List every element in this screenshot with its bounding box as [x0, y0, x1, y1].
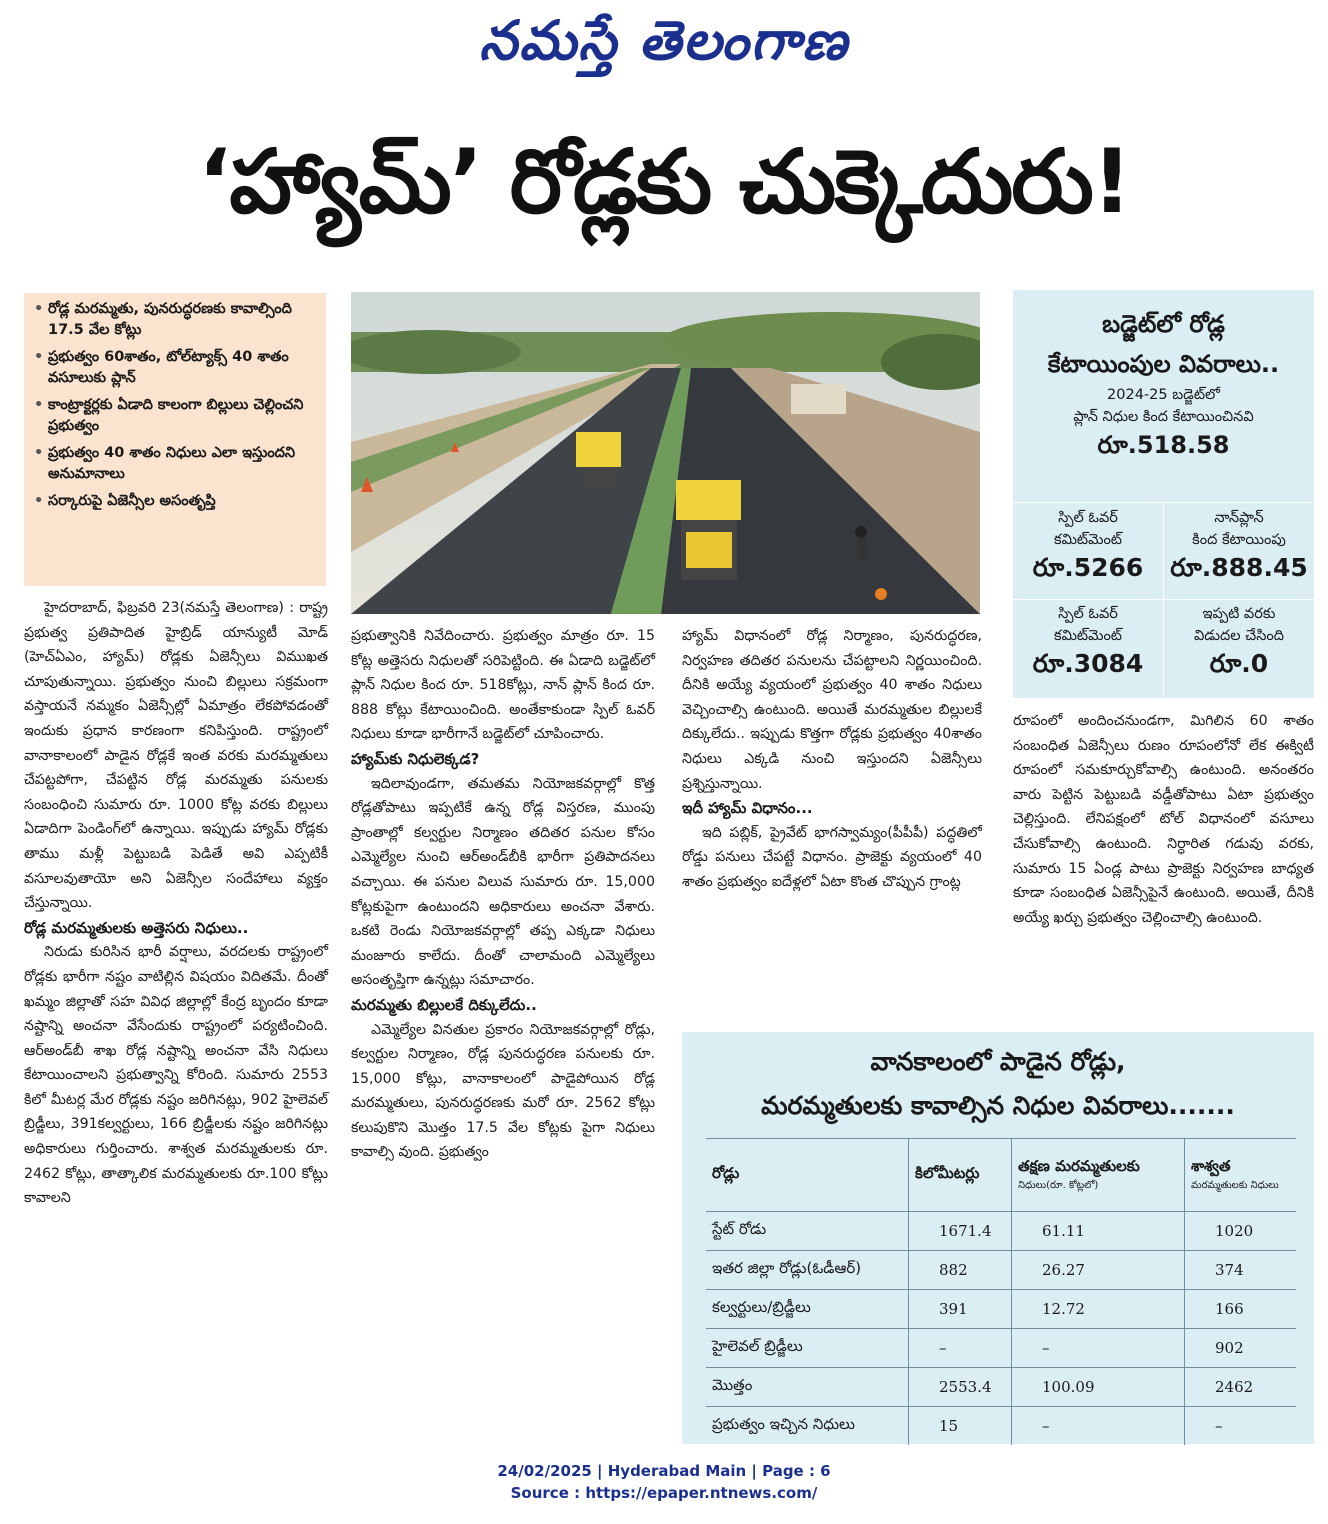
permanent-funds-cell: 166	[1185, 1290, 1297, 1329]
article-subheading: మరమ్మతు బిల్లులకే దిక్కులేదు..	[351, 995, 537, 1014]
nonplan-cell	[1164, 507, 1314, 585]
table-row	[706, 1290, 1296, 1329]
spill-over-value: రూ.5266	[1032, 553, 1144, 582]
article-paragraph: రూపంలో అందించనుండగా, మిగిలిన 60 శాతం సంబంధిత ఏజెన్సీలు రుణం రూపంలోనో లేక ఈక్విటీ రూపంలో సమకూర్చుకోవాల్సి ఉంటుంది. అనంతరం వారు పెట్టిన పెట్టుబడి వడ్డీతోపాటు ఏటా ప్రభుత్వం చెల్లిస్తుంది. లేనిపక్షంలో టోల్ విధానంలో వసూలు చేసుకోవాల్సి ఉంటుంది. నిర్ధారిత గడువు వరకు, సుమారు 15 ఏండ్ల పాటు ప్రాజెక్టు నిర్వహణ బాధ్యత కూడా సంబంధిత ఏజెన్సీపైనే ఉంటుంది. అయితే, దీనికి అయ్యే ఖర్చు ప్రభుత్వం చెల్లించాల్సి ఉంటుంది.	[1013, 713, 1314, 926]
repairs-table	[706, 1138, 1296, 1445]
km-cell: 15	[909, 1407, 1012, 1446]
road-type-cell: మొత్తం	[706, 1368, 909, 1407]
road-type-cell: స్టేట్ రోడు	[706, 1212, 909, 1251]
spill-over-2-value: రూ.3084	[1032, 649, 1144, 678]
budget-title-line1: బడ్జెట్‌లో రోడ్ల	[1102, 310, 1225, 338]
masthead-logo: నమస్తే తెలంగాణ	[479, 9, 849, 72]
article-paragraph: నిరుడు కురిసిన భారీ వర్షాలు, వరదలకు రాష్ట్రంలో రోడ్లకు భారీగా నష్టం వాటిల్లిన విషయం విదితమే. దీంతో ఖమ్మం జిల్లాతో సహ వివిధ జిల్లాల్లో కేంద్ర బృందం కూడా నష్టాన్ని అంచనా వేసేందుకు రాష్ట్రంలో పర్యటించింది. ఆర్అండ్‌బీ శాఖ రోడ్ల నష్టాన్ని అంచనా వేసి నిధులు కేటాయించాలని ప్రభుత్వాన్ని కోరింది. సుమారు 2553 కిలో మీటర్ల మేర రోడ్లకు నష్టం జరిగినట్లు, 902 హైలెవల్ బ్రిడ్జీలు, 391కల్వర్టులు, 166 బ్రిడ్జీలకు నష్టం జరిగినట్లు అధికారులు గుర్తించారు. శాశ్వత మరమ్మతులకు రూ. 2462 కోట్లు, తాత్కాలిక మరమ్మతులకు రూ.100 కోట్లు కావాలని	[24, 944, 328, 1207]
road-construction-photo	[351, 292, 980, 614]
highlights-box	[24, 293, 326, 586]
article-paragraph: ఇదిలావుండగా, తమతమ నియోజకవర్గాల్లో కొత్త రోడ్లతోపాటు ఇప్పటికే ఉన్న రోడ్ల విస్తరణ, ముంపు ప్రాంతాల్లో కల్వర్టుల నిర్మాణం తదితర పనుల కోసం ఎమ్మెల్యేల నుంచి ఆర్అండ్‌బీకి భారీగా ప్రతిపాదనలు వచ్చాయి. ఈ పనుల విలువ సుమారు రూ. 15,000 కోట్లకుపైగా ఉంటుందని అధికారులు అంచనా వేశారు. ఒకటి రెండు నియోజకవర్గాల్లో తప్ప ఎక్కడా నిధులు మంజూరు కాలేదు. దీంతో చాలామంది ఎమ్మెల్యేలు అసంతృప్తిగా ఉన్నట్లు సమాచారం.	[351, 775, 655, 989]
column-header-note: మరమ్మతులకు నిధులు	[1191, 1180, 1279, 1191]
permanent-funds-cell: 2462	[1185, 1368, 1297, 1407]
column-header: శాశ్వత మరమ్మతులకు నిధులు	[1185, 1139, 1297, 1212]
spill-over-label1: స్పిల్ ఓవర్	[1058, 510, 1118, 526]
highlight-item: • కాంట్రాక్టర్లకు ఏడాది కాలంగా బిల్లులు చెల్లించని ప్రభుత్వం	[34, 395, 318, 437]
immediate-funds-cell: 61.11	[1012, 1212, 1185, 1251]
permanent-funds-cell: 902	[1185, 1329, 1297, 1368]
released-label1: ఇప్పటి వరకు	[1202, 606, 1276, 622]
highlight-item: • సర్కారుపై ఏజెన్సీల అసంతృప్తి	[34, 491, 318, 512]
highlight-item: • ప్రభుత్వం 60శాతం, టోల్‌ట్యాక్స్ 40 శాతం వసూలుకు ప్లాన్	[34, 347, 318, 389]
km-cell: 1671.4	[909, 1212, 1012, 1251]
column-header: కిలోమీటర్లు	[909, 1139, 1012, 1212]
km-cell: 882	[909, 1251, 1012, 1290]
permanent-funds-cell: –	[1185, 1407, 1297, 1446]
road-type-cell: ప్రభుత్వం ఇచ్చిన నిధులు	[712, 1415, 855, 1433]
budget-subtitle-line1: 2024-25 బడ్జెట్‌లో	[1107, 387, 1220, 403]
spill-over-2-label1: స్పిల్ ఓవర్	[1058, 606, 1118, 622]
article-paragraph: హ్యామ్ విధానంలో రోడ్ల నిర్మాణం, పునరుద్ధరణ, నిర్వహణ తదితర పనులను చేపట్టాలని నిర్ణయించింది. దీనికి అయ్యే వ్యయంలో ప్రభుత్వం 40 శాతం నిధులు వెచ్చించాల్సి ఉంటుంది. అయితే మరమ్మతుల బిల్లులకే దిక్కులేదు.. ఇప్పుడు కొత్తగా రోడ్లకు ప్రభుత్వం 40శాతం నిధులు ఎక్కడి నుంచి ఇస్తుందని ఏజెన్సీలు ప్రశ్నిస్తున్నాయి.	[682, 628, 982, 792]
article-paragraph: ఎమ్మెల్యేల వినతుల ప్రకారం నియోజకవర్గాల్లో రోడ్లు, కల్వర్టుల నిర్మాణం, రోడ్ల పునరుద్ధరణ పనులకు రూ. 15,000 కోట్లు, వానాకాలంలో పాడైపోయిన రోడ్ల మరమ్మతులు, పునరుద్ధరణకు మరో రూ. 2562 కోట్లు కలుపుకొని మొత్తం 17.5 వేల కోట్లకు పైగా నిధులు కావాల్సి వుంది. ప్రభుత్వం	[351, 1021, 655, 1161]
spill-over-cell	[1013, 507, 1163, 585]
permanent-funds-cell: 1020	[1185, 1212, 1297, 1251]
article-column-1	[24, 596, 328, 1211]
released-cell	[1164, 603, 1314, 681]
immediate-funds-cell: –	[1012, 1407, 1185, 1446]
released-value: రూ.0	[1209, 649, 1269, 678]
article-paragraph: హైదరాబాద్, ఫిబ్రవరి 23(నమస్తే తెలంగాణ) : రాష్ట్ర ప్రభుత్వ ప్రతిపాదిత హైబ్రిడ్ యాన్యుటీ మోడ్ (హెచ్ఏఎం, హ్యామ్) రోడ్లకు ఏజెన్సీలు విముఖత చూపుతున్నాయి. ప్రభుత్వం నుంచి బిల్లులు సక్రమంగా వస్తాయనే నమ్మకం ఏజెన్సీల్లో ఏమాత్రం లేకపోవడంతో ఇందుకు ప్రధాన కారణంగా కనిపిస్తుంది. రాష్ట్రంలో వానాకాలంలో పాడైన రోడ్లకే ఇంత వరకు మరమ్మతులు చేపట్టపోగా, చేపట్టిన రోడ్ల మరమ్మతు పనులకు సంబంధించి సుమారు రూ. 1000 కోట్ల వరకు బిల్లులు ఏడాదిగా పెండింగ్‌లో ఉన్నాయి. ఇప్పుడు హ్యామ్ రోడ్లకు తాము మళ్లీ పెట్టుబడి పెడితే అవి ఎప్పటికీ వసూలవుతాయో అని ఏజెన్సీల సందేహాలు వ్యక్తం చేస్తున్నాయి.	[24, 600, 328, 912]
page-footer	[0, 1460, 1328, 1504]
table-row	[706, 1251, 1296, 1290]
budget-grid	[1013, 502, 1314, 699]
article-paragraph: ఇది పబ్లిక్, ప్రైవేట్ భాగస్వామ్యం(పీపీపీ) పద్ధతిలో రోడ్డు పనులు చేపట్టే విధానం. ప్రాజెక్టు వ్యయంలో 40 శాతం ప్రభుత్వం ఐదేళ్లలో ఏటా కొంత చొప్పున గ్రాంట్ల	[682, 824, 982, 890]
immediate-funds-cell: –	[1012, 1329, 1185, 1368]
km-cell: 2553.4	[909, 1368, 1012, 1407]
article-subheading: హ్యామ్‌కు నిధులెక్కడ?	[351, 749, 480, 768]
road-photo-illustration	[351, 292, 980, 614]
nonplan-label1: నాన్‌ప్లాన్	[1214, 510, 1264, 526]
immediate-funds-cell: 100.09	[1012, 1368, 1185, 1407]
spill-over-label2: కమిట్‌మెంట్	[1054, 532, 1122, 548]
immediate-funds-cell: 26.27	[1012, 1251, 1185, 1290]
plan-value: రూ.518.58	[1097, 431, 1230, 459]
footer-source-link[interactable]: Source : https://epaper.ntnews.com/	[510, 1484, 818, 1502]
table-header-row	[706, 1139, 1296, 1212]
repairs-title-line2: మరమ్మతులకు కావాల్సిన నిధుల వివరాలు.......	[761, 1091, 1235, 1120]
article-column-3	[682, 624, 982, 895]
spill-over-2-cell	[1013, 603, 1163, 681]
immediate-funds-cell: 12.72	[1012, 1290, 1185, 1329]
table-row	[706, 1212, 1296, 1251]
budget-title-line2: కేటాయింపుల వివరాలు..	[1047, 350, 1280, 378]
footer-date-edition: 24/02/2025 | Hyderabad Main | Page : 6	[497, 1462, 831, 1480]
road-type-cell: హైలెవల్ బ్రిడ్జీలు	[706, 1329, 909, 1368]
headline: ‘హ్యామ్’ రోడ్లకు చుక్కెదురు!	[197, 130, 1130, 233]
road-type-cell: ఇతర జిల్లా రోడ్లు(ఓడీఆర్)	[706, 1251, 909, 1290]
table-row	[706, 1407, 1296, 1446]
nonplan-value: రూ.888.45	[1170, 553, 1308, 582]
nonplan-label2: కింద కేటాయింపు	[1192, 532, 1286, 548]
article-subheading: రోడ్ల మరమ్మతులకు అత్తెసరు నిధులు..	[24, 918, 249, 937]
permanent-funds-cell: 374	[1185, 1251, 1297, 1290]
column-header: రోడ్లు	[706, 1139, 909, 1212]
km-cell: –	[909, 1329, 1012, 1368]
road-type-cell: కల్వర్టులు/బ్రిడ్జీలు	[706, 1290, 909, 1329]
article-column-2	[351, 624, 655, 1165]
highlight-item: • రోడ్ల మరమ్మతు, పునరుద్ధరణకు కావాల్సింది 17.5 వేల కోట్లు	[34, 299, 318, 341]
repairs-title-line1: వానకాలంలో పాడైన రోడ్లు,	[870, 1047, 1126, 1076]
budget-allocation-box	[1013, 290, 1314, 698]
article-subheading: ఇదీ హ్యామ్ విధానం...	[682, 799, 813, 818]
article-paragraph: ప్రభుత్వానికి నివేదించారు. ప్రభుత్వం మాత్రం రూ. 15 కోట్ల అత్తెసరు నిధులతో సరిపెట్టింది. ఈ ఏడాది బడ్జెట్‌లో ప్లాన్ నిధుల కింద రూ. 518కోట్లు, నాన్ ప్లాన్ కింద రూ. 888 కోట్లు కేటాయించింది. అంతేకాకుండా స్పిల్ ఓవర్ నిధులు కూడా భారీగానే బడ్జెట్‌లో చూపించారు.	[351, 628, 655, 743]
article-column-4	[1013, 709, 1314, 930]
repairs-funds-box	[682, 1032, 1314, 1444]
highlight-item: • ప్రభుత్వం 40 శాతం నిధులు ఎలా ఇస్తుందని అనుమానాలు	[34, 443, 318, 485]
budget-subtitle-line2: ప్లాన్ నిధుల కింద కేటాయించినవి	[1073, 409, 1254, 425]
spill-over-2-label2: కమిట్‌మెంట్	[1054, 628, 1122, 644]
table-row	[706, 1329, 1296, 1368]
column-header: తక్షణ మరమ్మతులకు నిధులు(రూ. కోట్లలో)	[1012, 1139, 1185, 1212]
column-header-note: నిధులు(రూ. కోట్లలో)	[1018, 1180, 1099, 1191]
table-row	[706, 1368, 1296, 1407]
released-label2: విడుదల చేసింది	[1194, 628, 1284, 644]
km-cell: 391	[909, 1290, 1012, 1329]
